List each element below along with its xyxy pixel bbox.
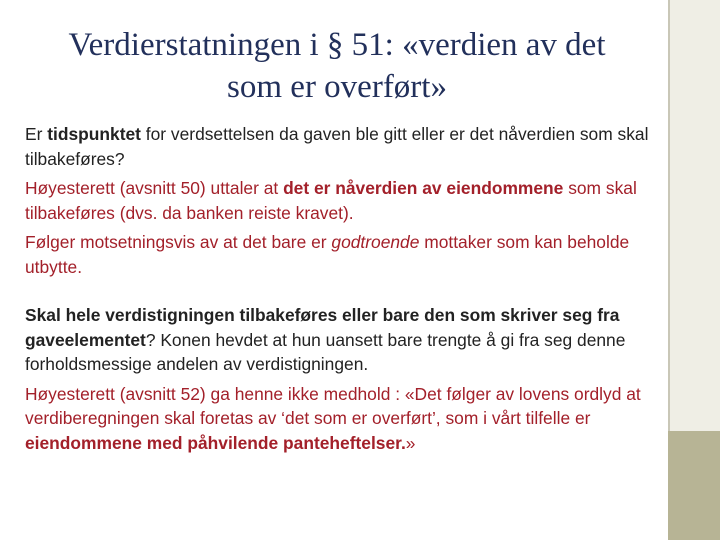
text-segment: mottaker som kan beholde utbytte. — [25, 232, 630, 277]
side-decoration-block — [668, 431, 720, 540]
paragraph-court-avsnitt-50 — [25, 176, 655, 225]
emphasis-present-value: det er nåverdien av eiendommene — [283, 178, 564, 198]
emphasis-good-faith: godtroende — [331, 232, 420, 252]
emphasis-appreciation-question: Skal hele verdistigningen tilbakeføres eller bare den som skriver seg fra gaveelementet — [25, 305, 620, 350]
text-segment: ? Konen hevdet at hun uansett bare trengte å gi fra seg denne forholdsmessige andelen av verdistigningen. — [25, 329, 626, 374]
slide-title-line-1: Verdierstatningen i § 51: «verdien av det — [68, 27, 606, 63]
text-segment: som skal tilbakeføres (dvs. da banken reiste kravet). — [25, 178, 637, 223]
text-segment: Høyesterett (avsnitt 50) uttaler at — [25, 178, 284, 198]
paragraph-question-appreciation — [25, 303, 655, 377]
paragraph-good-faith — [25, 230, 655, 279]
paragraph-court-avsnitt-52 — [25, 382, 655, 456]
text-segment: Følger motsetningsvis av at det bare er — [25, 232, 332, 252]
text-segment: » — [405, 432, 416, 453]
text-segment: Høyesterett (avsnitt 52) ga henne ikke medhold : «Det følger av lovens ordlyd at verdiberegningen skal foretas av ‘det som er overført’, som i vårt tilfelle er — [25, 383, 641, 428]
slide-title-line-2: som er overført» — [227, 69, 447, 105]
slide-title — [20, 24, 654, 108]
slide-body — [25, 122, 655, 460]
emphasis-timing: tidspunktet — [47, 124, 141, 144]
text-segment: for verdsettelsen da gaven ble gitt eller er det nåverdien som skal tilbakeføres? — [25, 124, 649, 169]
emphasis-properties-with-mortgage: eiendommene med påhvilende panteheftelser. — [25, 432, 406, 453]
paragraph-question-timing — [25, 122, 655, 171]
text-segment: Er — [25, 124, 48, 144]
